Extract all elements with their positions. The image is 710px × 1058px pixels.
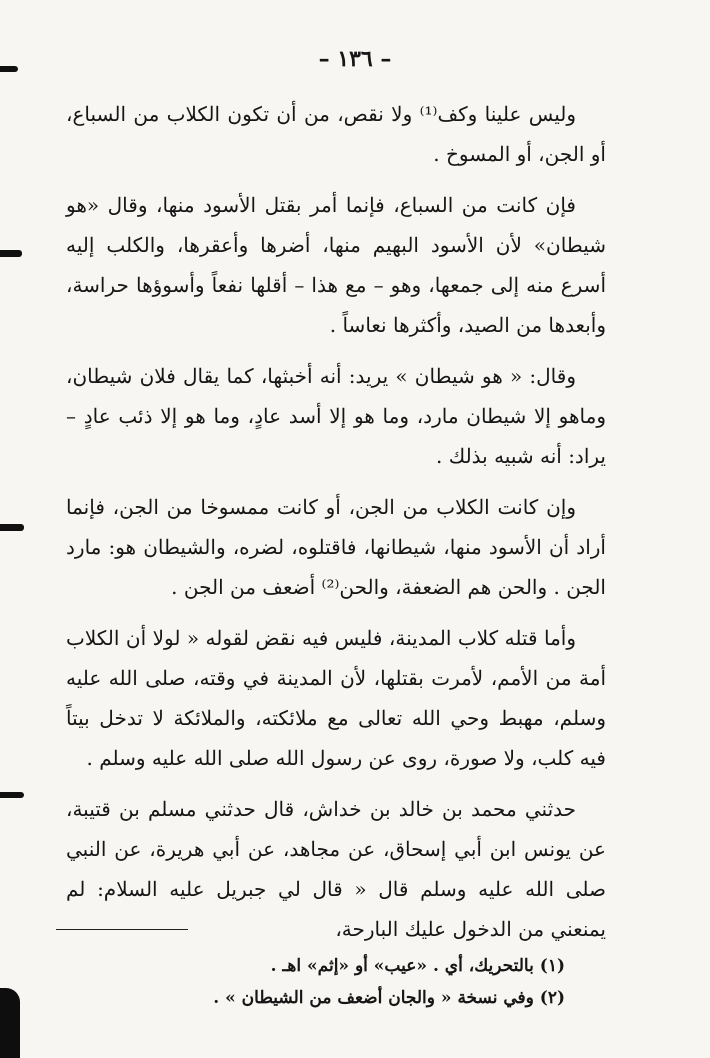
scan-mark	[0, 250, 22, 257]
scan-mark	[0, 792, 24, 798]
footnote-divider	[56, 929, 188, 930]
paragraph: وأما قتله كلاب المدينة، فليس فيه نقض لقوله « لولا أن الكلاب أمة من الأمم، لأمرت بقتلها، لأن المدينة في وقته، صلى الله عليه وسلم، مهبط وحي الله تعالى مع ملائكته، والملائكة لا تدخل بيتاً فيه كلب، ولا صورة، روى عن رسول الله صلى الله عليه وسلم .	[66, 626, 606, 770]
paragraph: وإن كانت الكلاب من الجن، أو كانت ممسوخا من الجن، فإنما أراد أن الأسود منها، شيطانها، فاقتلوه، لضره، والشيطان هو: مارد الجن . والحن هم الضعفة، والحن⁽²⁾ أضعف من الجن .	[66, 495, 606, 599]
scan-shadow	[0, 988, 20, 1058]
paragraph: وليس علينا وكف⁽¹⁾ ولا نقص، من أن تكون الكلاب من السباع، أو الجن، أو المسوخ .	[66, 102, 606, 166]
paragraph: وقال: « هو شيطان » يريد: أنه أخبثها، كما يقال فلان شيطان، وماهو إلا شيطان مارد، وما هو إلا أسد عادٍ، وما هو إلا ذئب عادٍ – يراد: أنه شبيه بذلك .	[66, 364, 606, 468]
footnote: (٢) وفي نسخة « والجان أضعف من الشيطان » .	[213, 988, 565, 1008]
footnote: (١) بالتحريك، أي . «عيب» أو «إثم» اهـ .	[270, 956, 565, 976]
main-text	[66, 94, 606, 960]
paragraph: فإن كانت من السباع، فإنما أمر بقتل الأسود منها، وقال «هو شيطان» لأن الأسود البهيم منها، أضرها وأعقرها، والكلب إليه أسرع منه إلى جمعها، وهو – مع هذا – أقلها نفعاً وأسوؤها حراسة، وأبعدها من الصيد، وأكثرها نعاساً .	[66, 193, 606, 337]
paragraph: حدثني محمد بن خالد بن خداش، قال حدثني مسلم بن قتيبة، عن يونس ابن أبي إسحاق، عن مجاهد، عن أبي هريرة، عن النبي صلى الله عليه وسلم قال « قال لي جبريل عليه السلام: لم يمنعني من الدخول عليك البارحة،	[66, 797, 606, 941]
page-number: – ١٣٦ –	[318, 46, 392, 72]
footnotes	[60, 950, 565, 1014]
scan-mark	[0, 524, 24, 531]
scan-mark	[0, 66, 18, 72]
